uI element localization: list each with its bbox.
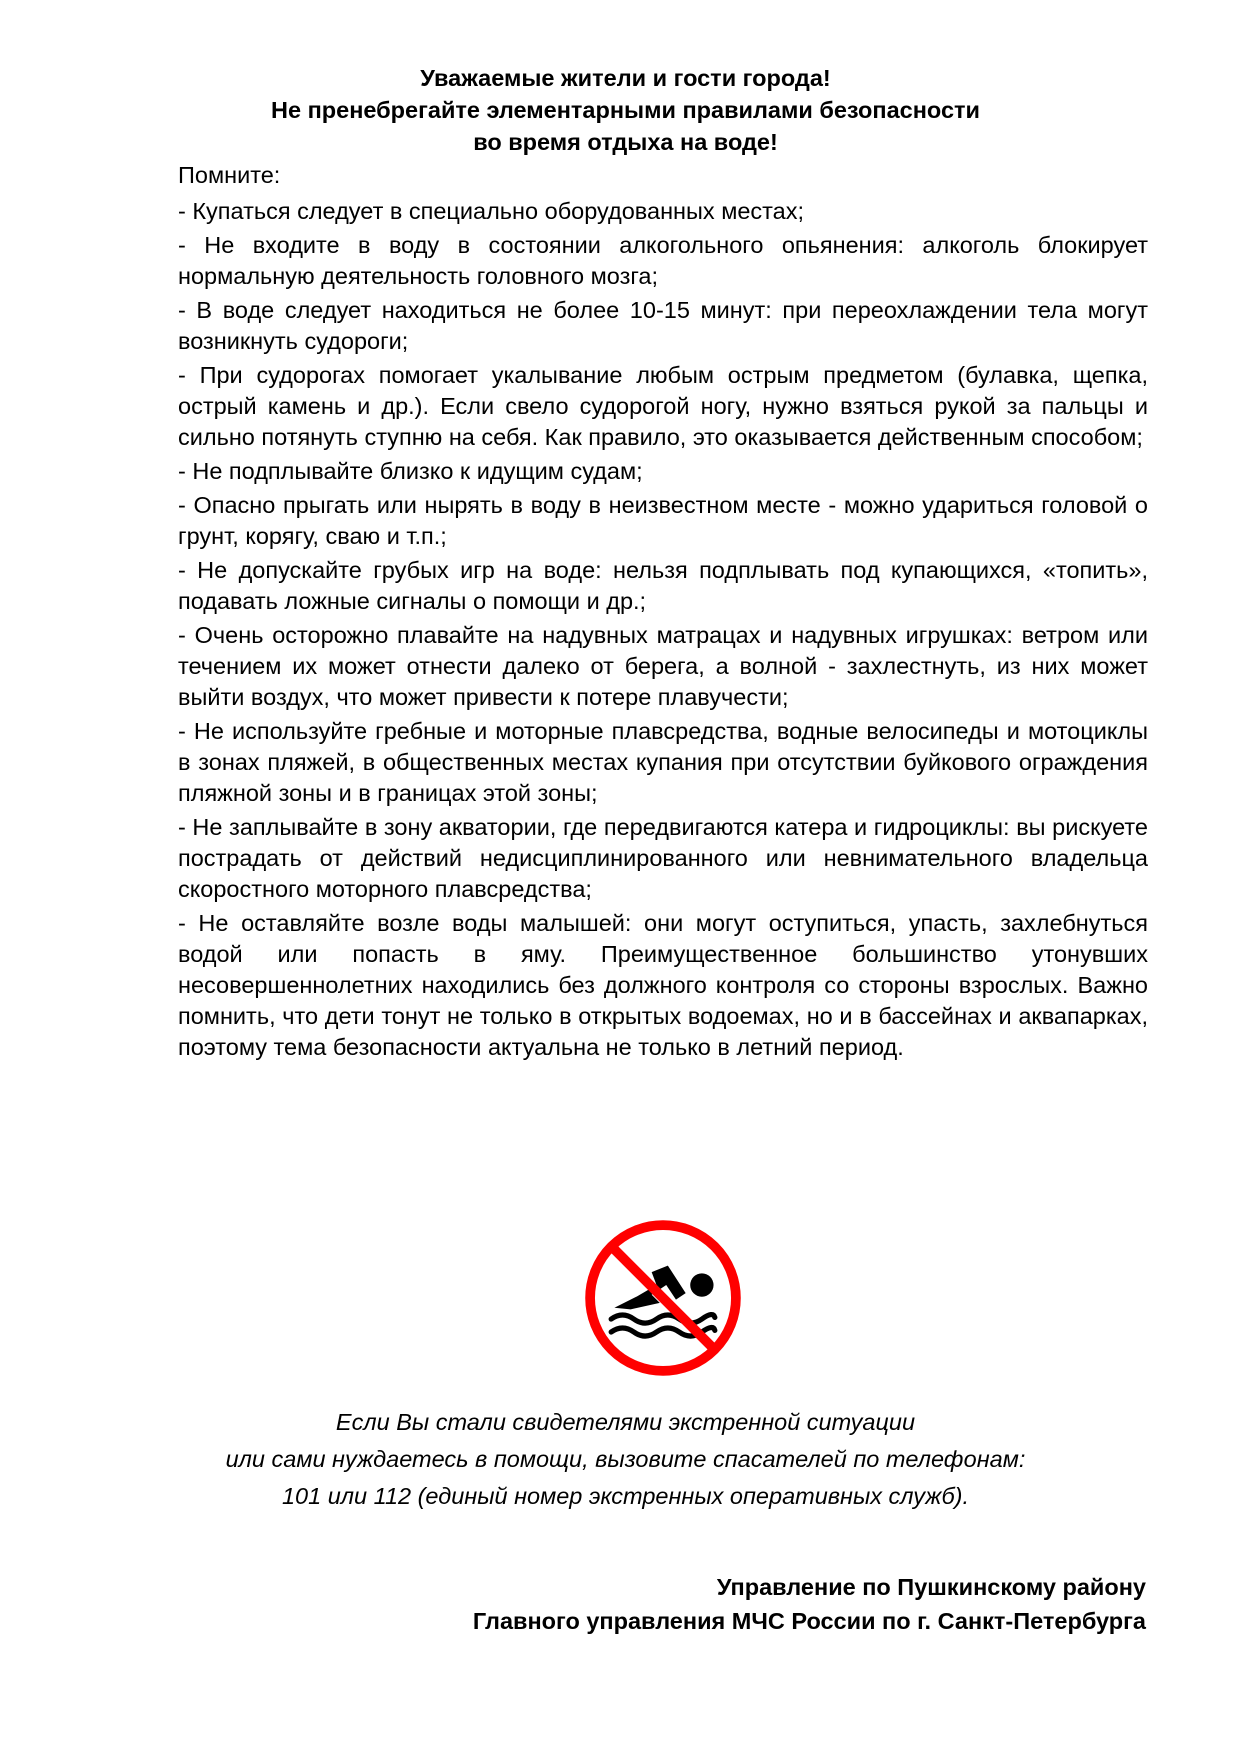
rule-item: - Опасно прыгать или нырять в воду в неизвестном месте - можно удариться головой о грунт, корягу, сваю и т.п.;	[178, 492, 1148, 549]
rule-item: - Не используйте гребные и моторные плавсредства, водные велосипеды и мотоциклы в зонах пляжей, в общественных местах купания при отсутствии буйкового ограждения пляжной зоны и в границах этой зоны;	[178, 718, 1148, 806]
emergency-line-2: или сами нуждаетесь в помощи, вызовите спасателей по телефонам:	[225, 1446, 1026, 1472]
emergency-contact-notice	[178, 1404, 1073, 1515]
emergency-line-1: Если Вы стали свидетелями экстренной ситуации	[335, 1409, 916, 1435]
rule-item: - При судорогах помогает укалывание любым острым предметом (булавка, щепка, острый камень и др.). Если свело судорогой ногу, нужно взяться рукой за пальцы и сильно потянуть ступню на себя. Как правило, это оказывается действенным способом;	[178, 362, 1148, 450]
signature-line-1: Управление по Пушкинскому району	[716, 1574, 1146, 1600]
emergency-line-3: 101 или 112 (единый номер экстренных оперативных служб).	[281, 1483, 970, 1509]
rule-item: - Не входите в воду в состоянии алкогольного опьянения: алкоголь блокирует нормальную деятельность головного мозга;	[178, 232, 1148, 289]
rule-item: - Купаться следует в специально оборудованных местах;	[178, 198, 805, 224]
title-line-3: во время отдыха на воде!	[473, 129, 778, 155]
title-line-2: Не пренебрегайте элементарными правилами безопасности	[271, 97, 980, 123]
no-swimming-icon	[582, 1217, 744, 1379]
safety-rules-list	[178, 196, 1148, 1066]
notice-title	[178, 62, 1073, 158]
rule-item: - Очень осторожно плавайте на надувных матрацах и надувных игрушках: ветром или течением их может отнести далеко от берега, а волной - захлестнуть, из них может выйти воздух, что может привести к потере плавучести;	[178, 622, 1148, 710]
rule-item: - Не заплывайте в зону акватории, где передвигаются катера и гидроциклы: вы рискуете пострадать от действий недисциплинированного или невнимательного владельца скоростного моторного плавсредства;	[178, 814, 1148, 902]
rule-item: - В воде следует находиться не более 10-15 минут: при переохлаждении тела могут возникнуть судороги;	[178, 297, 1148, 354]
rule-item: - Не подплывайте близко к идущим судам;	[178, 458, 643, 484]
issuer-signature	[473, 1570, 1146, 1638]
rule-item: - Не допускайте грубых игр на воде: нельзя подплывать под купающихся, «топить», подавать ложные сигналы о помощи и др.;	[178, 557, 1148, 614]
remember-label: Помните:	[178, 162, 281, 188]
signature-line-2: Главного управления МЧС России по г. Санкт-Петербурга	[472, 1608, 1146, 1634]
title-line-1: Уважаемые жители и гости города!	[420, 65, 831, 91]
rule-item: - Не оставляйте возле воды малышей: они могут оступиться, упасть, захлебнуться водой или попасть в яму. Преимущественное большинство утонувших несовершеннолетних находились без должного контроля со стороны взрослых. Важно помнить, что дети тонут не только в открытых водоемах, но и в бассейнах и аквапарках, поэтому тема безопасности актуальна не только в летний период.	[178, 910, 1148, 1060]
